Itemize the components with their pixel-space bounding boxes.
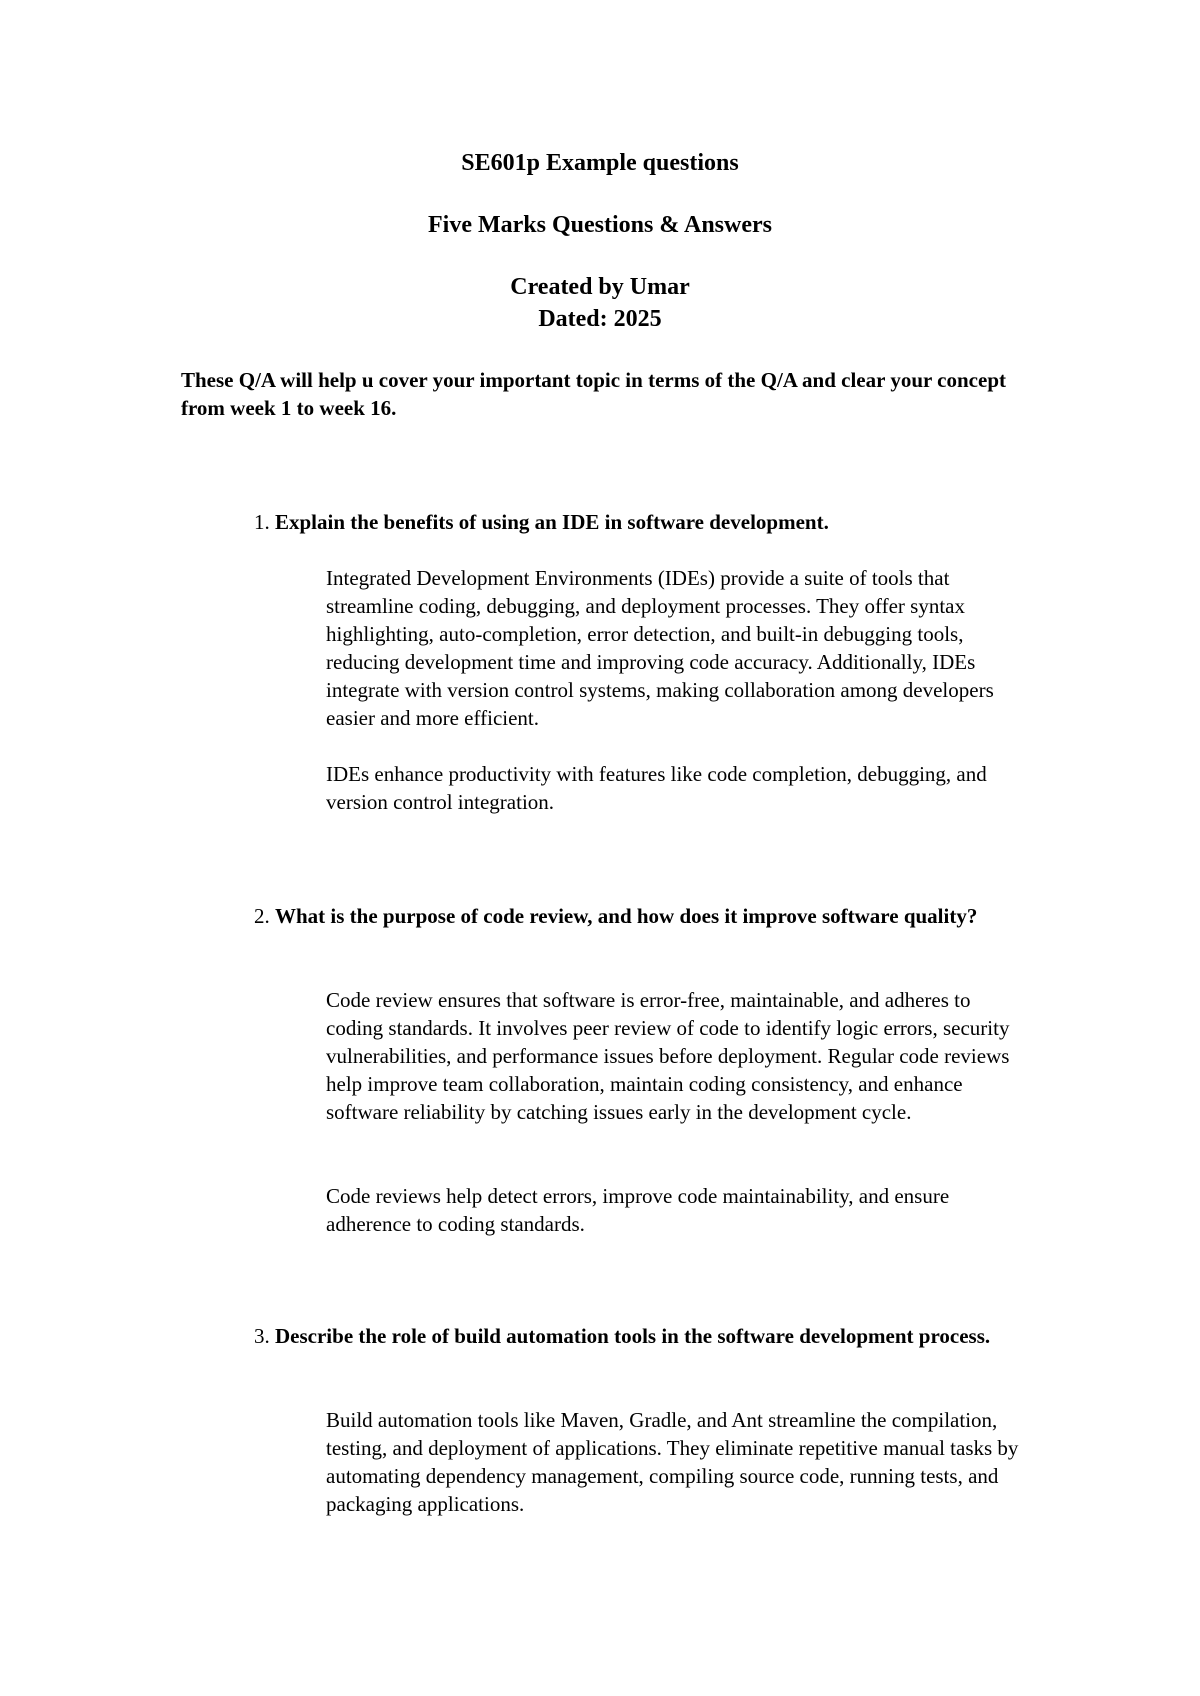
question-2	[254, 902, 1044, 930]
document-date: Dated: 2025	[538, 306, 662, 332]
question-number: 2.	[254, 904, 270, 928]
question-text: Describe the role of build automation tools in the software development process.	[275, 1324, 991, 1348]
answer-1-summary: IDEs enhance productivity with features like code completion, debugging, and version control integration.	[326, 762, 987, 814]
document-author: Created by Umar	[510, 274, 690, 300]
answer-1: Integrated Development Environments (IDEs) provide a suite of tools that streamline coding, debugging, and deployment processes. They offer syntax highlighting, auto-completion, error detection, and built-in debugging tools, reducing development time and improving code accuracy. Additionally, IDEs integrate with version control systems, making collaboration among developers easier and more efficient.	[326, 566, 994, 730]
intro-paragraph: These Q/A will help u cover your important topic in terms of the Q/A and clear your concept from week 1 to week 16.	[181, 368, 1006, 420]
document-subtitle: Five Marks Questions & Answers	[428, 212, 772, 238]
answer-2: Code review ensures that software is error-free, maintainable, and adheres to coding standards. It involves peer review of code to identify logic errors, security vulnerabilities, and performance issues before deployment. Regular code reviews help improve team collaboration, maintain coding consistency, and enhance software reliability by catching issues early in the development cycle.	[326, 988, 1010, 1124]
question-number: 3.	[254, 1324, 270, 1348]
document-title: SE601p Example questions	[461, 150, 739, 176]
question-3	[254, 1322, 1044, 1350]
answer-3: Build automation tools like Maven, Gradle, and Ant streamline the compilation, testing, and deployment of applications. They eliminate repetitive manual tasks by automating dependency management, compiling source code, running tests, and packaging applications.	[326, 1408, 1019, 1516]
question-1	[254, 508, 1044, 536]
question-number: 1.	[254, 510, 270, 534]
answer-2-summary: Code reviews help detect errors, improve code maintainability, and ensure adherence to coding standards.	[326, 1184, 950, 1236]
question-text: What is the purpose of code review, and how does it improve software quality?	[275, 904, 978, 928]
question-text: Explain the benefits of using an IDE in software development.	[275, 510, 829, 534]
